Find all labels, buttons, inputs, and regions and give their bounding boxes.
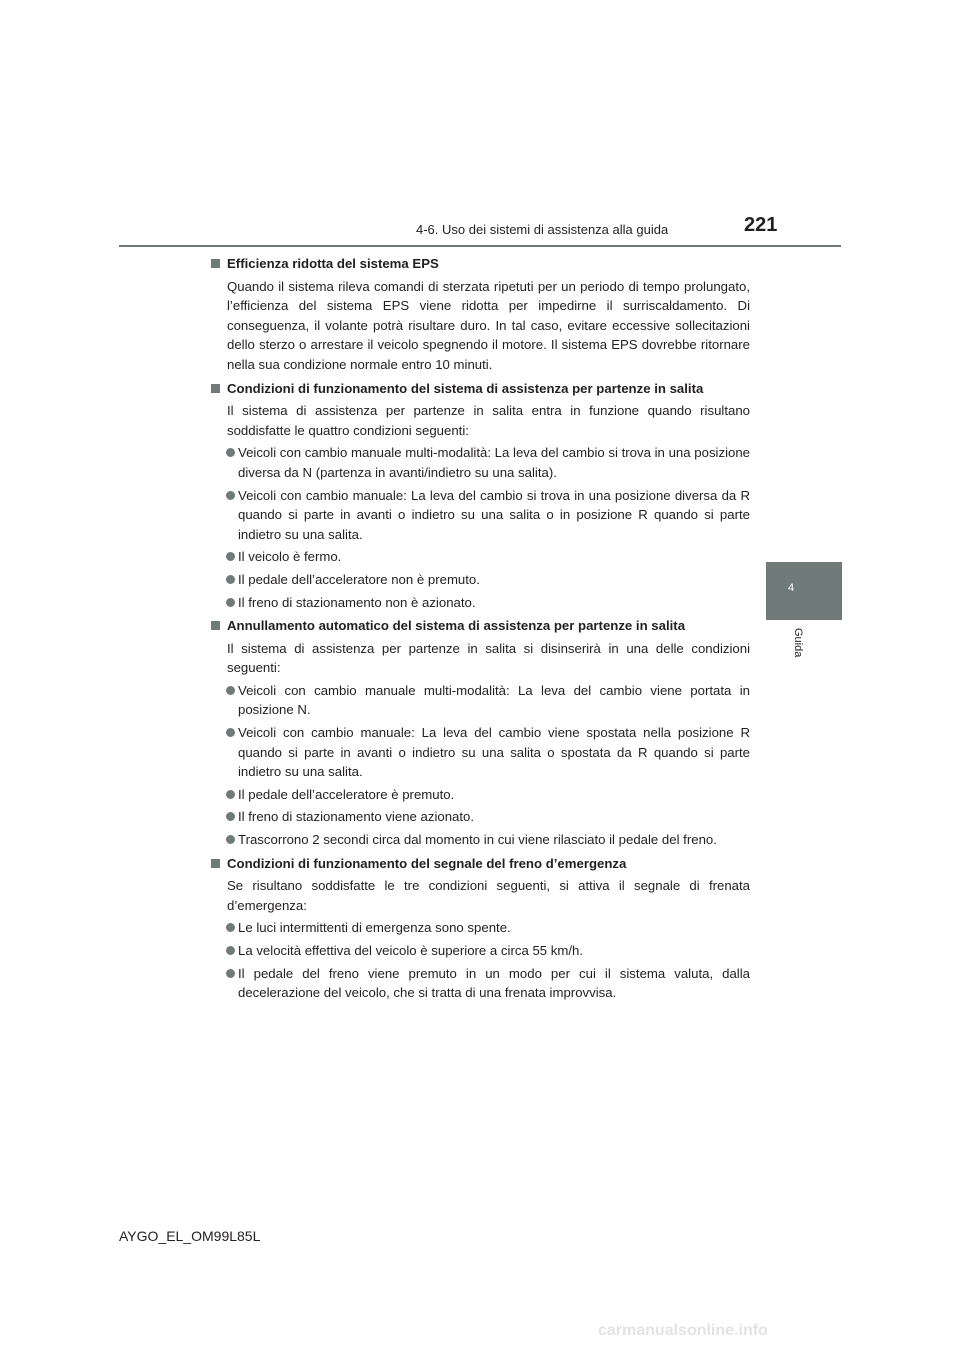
section-eps-efficiency [210, 254, 750, 375]
round-bullet-icon [226, 728, 235, 737]
list-item [210, 593, 750, 613]
list-item-text: Veicoli con cambio manuale: La leva del cambio si trova in una posizione diversa da R quando si parte in avanti o indietro su una salita o in posizione R quando si parte indietro su una salita. [238, 487, 750, 542]
header-divider [119, 245, 841, 247]
section-heading-text: Condizioni di funzionamento del segnale del freno d’emergenza [227, 855, 627, 871]
list-item-text: Il pedale del freno viene premuto in un modo per cui il sistema valuta, dalla decelerazione del veicolo, che si tratta di una frenata improvvisa. [238, 965, 750, 1001]
section-heading-text: Annullamento automatico del sistema di assistenza per partenze in salita [227, 618, 686, 634]
round-bullet-icon [226, 448, 235, 457]
page-number: 221 [744, 214, 778, 236]
list-item-text: Trascorrono 2 secondi circa dal momento in cui viene rilasciato il pedale del freno. [238, 832, 717, 848]
list-item [210, 807, 750, 827]
section-paragraph: Quando il sistema rileva comandi di sterzata ripetuti per un periodo di tempo prolungato, l’efficienza del sistema EPS viene ridotta per impedirne il surriscaldamento. Di conseguenza, il volante potrà risultare duro. In tal caso, evitare eccessive sollecitazioni dello sterzo o arrestare il veicolo spegnendo il motore. Il sistema EPS dovrebbe ritornare nella sua condizione normale entro 10 minuti. [227, 278, 750, 372]
list-item-text: Il freno di stazionamento non è azionato. [238, 594, 476, 610]
list-item [210, 785, 750, 805]
list-item-text: La velocità effettiva del veicolo è superiore a circa 55 km/h. [238, 943, 584, 958]
list-item [210, 964, 750, 1003]
round-bullet-icon [226, 686, 235, 695]
chapter-label: Guida [792, 628, 804, 658]
section-heading [210, 254, 750, 274]
list-item [210, 570, 750, 590]
section-paragraph: Se risultano soddisfatte le tre condizioni seguenti, si attiva il segnale di frenata d’emergenza: [227, 878, 750, 913]
section-heading [210, 854, 750, 874]
list-item [210, 941, 750, 961]
round-bullet-icon [226, 812, 235, 821]
list-item-text: Veicoli con cambio manuale: La leva del cambio viene spostata nella posizione R quando si parte in avanti o indietro su una salita o spostata da R quando si parte indietro su una salita. [238, 725, 750, 780]
section-hill-start-conditions [210, 379, 750, 613]
section-emergency-brake-signal [210, 854, 750, 1003]
list-item-text: Le luci intermittenti di emergenza sono spente. [238, 920, 511, 936]
round-bullet-icon [226, 969, 235, 978]
section-heading-text: Condizioni di funzionamento del sistema di assistenza per partenze in salita [227, 380, 704, 396]
square-bullet-icon [211, 859, 220, 868]
section-hill-start-cancellation [210, 616, 750, 850]
list-item-text: Veicoli con cambio manuale multi-modalità: La leva del cambio si trova in una posizione diversa da N (partenza in avanti/indietro su una salita). [238, 445, 750, 480]
list-item [210, 486, 750, 545]
manual-code: AYGO_EL_OM99L85L [119, 1228, 261, 1244]
section-header-title: 4-6. Uso dei sistemi di assistenza alla guida [416, 222, 669, 237]
section-heading [210, 379, 750, 399]
round-bullet-icon [226, 491, 235, 500]
list-item [210, 918, 750, 938]
watermark: carmanualsonline.info [598, 1322, 768, 1339]
round-bullet-icon [226, 598, 235, 607]
section-heading [210, 616, 750, 636]
square-bullet-icon [211, 259, 220, 268]
list-item-text: Veicoli con cambio manuale multi-modalità: La leva del cambio viene portata in posizione N. [238, 682, 750, 718]
round-bullet-icon [226, 575, 235, 584]
section-paragraph: Il sistema di assistenza per partenze in salita si disinserirà in una delle condizioni seguenti: [227, 640, 750, 676]
list-item-text: Il freno di stazionamento viene azionato. [238, 809, 475, 825]
round-bullet-icon [226, 552, 235, 561]
page-content [210, 254, 750, 1007]
square-bullet-icon [211, 621, 220, 630]
list-item [210, 723, 750, 782]
list-item-text: Il pedale dell’acceleratore non è premuto. [238, 571, 480, 587]
section-paragraph: Il sistema di assistenza per partenze in salita entra in funzione quando risultano soddisfatte le quattro condizioni seguenti: [227, 403, 750, 438]
list-item-text: Il veicolo è fermo. [238, 549, 342, 565]
round-bullet-icon [226, 923, 235, 932]
chapter-number: 4 [788, 582, 795, 594]
list-item-text: Il pedale dell’acceleratore è premuto. [238, 786, 455, 802]
round-bullet-icon [226, 790, 235, 799]
list-item [210, 547, 750, 567]
section-heading-text: Efficienza ridotta del sistema EPS [227, 256, 439, 271]
chapter-tab [766, 562, 842, 620]
list-item [210, 830, 750, 850]
round-bullet-icon [226, 835, 235, 844]
list-item [210, 443, 750, 482]
round-bullet-icon [226, 946, 235, 955]
square-bullet-icon [211, 384, 220, 393]
list-item [210, 681, 750, 720]
